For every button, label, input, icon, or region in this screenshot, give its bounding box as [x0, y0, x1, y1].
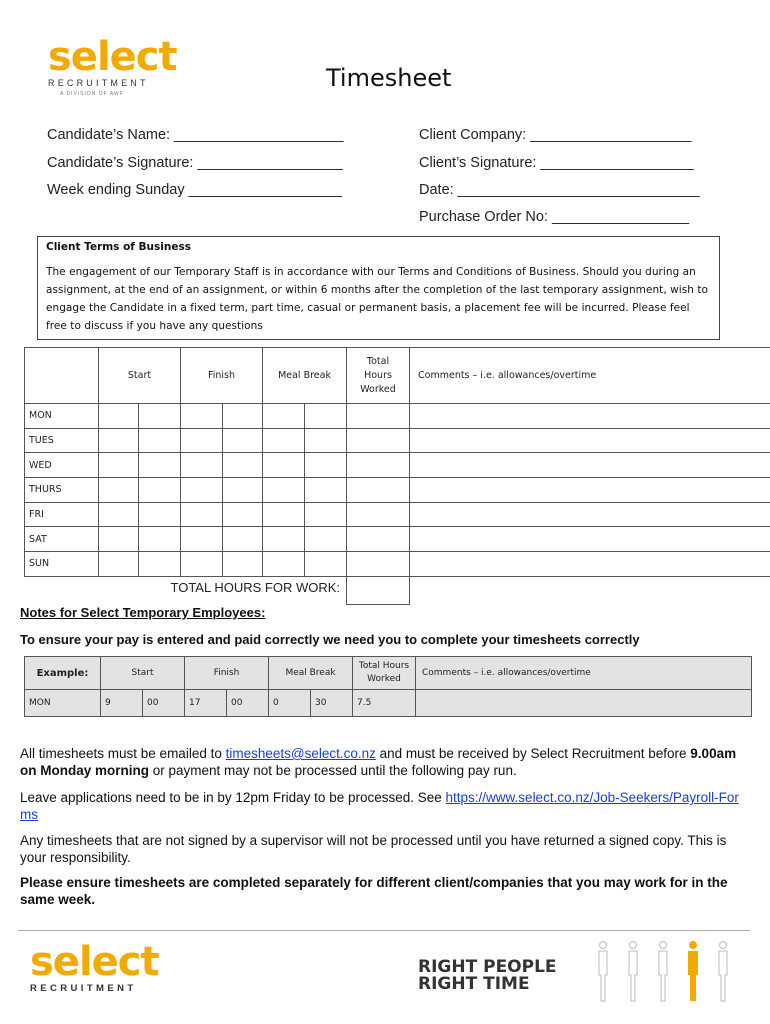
candidate-name-field[interactable]: Candidate’s Name: _____________________ [47, 127, 344, 143]
slogan-line: RIGHT PEOPLE [418, 957, 557, 977]
timesheet-table [24, 347, 770, 605]
finish-min-cell[interactable] [223, 453, 263, 478]
meal-hour-cell[interactable] [263, 502, 305, 527]
person-figure [659, 942, 667, 1002]
signature-instructions: Any timesheets that are not signed by a supervisor will not be processed until you have returned a signed copy. This is your responsibility. [20, 833, 727, 865]
finish-hour-cell[interactable] [181, 527, 223, 552]
meal-min-cell[interactable] [305, 552, 347, 577]
finish-min-cell[interactable] [223, 404, 263, 429]
client-signature-field[interactable]: Client’s Signature: ___________________ [419, 155, 694, 171]
start-hour-cell[interactable] [99, 428, 139, 453]
example-comments-header: Comments – i.e. allowances/overtime [416, 657, 752, 690]
week-ending-field[interactable]: Week ending Sunday ___________________ [47, 182, 342, 198]
start-hour-cell[interactable] [99, 502, 139, 527]
start-hour-cell[interactable] [99, 404, 139, 429]
start-min-cell[interactable] [139, 404, 181, 429]
candidate-signature-field[interactable]: Candidate’s Signature: __________________ [47, 155, 343, 171]
select-logo [48, 34, 178, 97]
finish-min-cell[interactable] [223, 552, 263, 577]
finish-hour-cell[interactable] [181, 453, 223, 478]
example-table [24, 656, 752, 717]
meal-hour-cell[interactable] [263, 527, 305, 552]
example-finish-header: Finish [185, 657, 269, 690]
total-hours-label: TOTAL HOURS FOR WORK: [170, 579, 341, 595]
people-figures-icon [593, 939, 743, 1005]
deadline-text: 9.00am on Monday morning [20, 746, 737, 778]
day-label: SUN [25, 552, 99, 577]
example-total-line: Worked [367, 674, 401, 684]
terms-body: The engagement of our Temporary Staff is in accordance with our Terms and Conditions of Business. Should you during an assignment, at the end of an assignment, or within 6 months after the completion of the last temporary assignment, wish to engage the Candidate in a fixed term, part time, casual or permanent basis, a placement fee will be incurred. Please feel free to discuss if you have any questions [46, 266, 708, 332]
para-text: Leave applications need to be in by 12pm Friday to be processed. See [20, 790, 446, 805]
example-total: 7.5 [353, 690, 416, 717]
meal-hour-cell[interactable] [263, 478, 305, 503]
person-figure [719, 942, 727, 1002]
finish-hour-cell[interactable] [181, 552, 223, 577]
day-label: FRI [25, 502, 99, 527]
payroll-forms-link[interactable]: https://www.select.co.nz/Job-Seekers/Payroll-Forms [20, 790, 739, 822]
example-finish-min: 00 [227, 690, 269, 717]
total-hours-cell[interactable] [347, 428, 410, 453]
finish-min-cell[interactable] [223, 428, 263, 453]
start-min-cell[interactable] [139, 552, 181, 577]
start-hour-cell[interactable] [99, 552, 139, 577]
total-hours-cell[interactable] [347, 478, 410, 503]
notes-subtitle: To ensure your pay is entered and paid correctly we need you to complete your timesheets correctly [20, 632, 640, 647]
example-start-header: Start [101, 657, 185, 690]
day-label: MON [25, 404, 99, 429]
meal-min-cell[interactable] [305, 527, 347, 552]
start-min-cell[interactable] [139, 478, 181, 503]
total-hours-cell[interactable] [347, 502, 410, 527]
example-day: MON [25, 690, 101, 717]
finish-min-cell[interactable] [223, 478, 263, 503]
finish-hour-cell[interactable] [181, 404, 223, 429]
example-total-line: Total Hours [358, 661, 410, 671]
date-field[interactable]: Date: ______________________________ [419, 182, 700, 198]
start-header: Start [99, 348, 181, 404]
separate-timesheets-note: Please ensure timesheets are completed separately for different client/companies that you may work for in the same week. [20, 875, 728, 907]
footer-logo [30, 939, 159, 994]
para-text: All timesheets must be emailed to [20, 746, 226, 761]
meal-min-cell[interactable] [305, 428, 347, 453]
finish-hour-cell[interactable] [181, 478, 223, 503]
day-label: SAT [25, 527, 99, 552]
total-header-line: Hours [364, 369, 392, 381]
start-min-cell[interactable] [139, 502, 181, 527]
example-meal-min: 30 [311, 690, 353, 717]
comments-cell[interactable] [410, 404, 770, 429]
logo-word: select [48, 34, 177, 80]
total-header-line: Worked [360, 383, 396, 395]
total-hours-cell[interactable] [347, 453, 410, 478]
meal-hour-cell[interactable] [263, 428, 305, 453]
comments-cell[interactable] [410, 502, 770, 527]
start-hour-cell[interactable] [99, 453, 139, 478]
comments-cell[interactable] [410, 552, 770, 577]
meal-hour-cell[interactable] [263, 453, 305, 478]
example-start-min: 00 [143, 690, 185, 717]
total-hours-cell[interactable] [347, 552, 410, 577]
email-instructions [20, 745, 740, 779]
total-hours-cell[interactable] [347, 527, 410, 552]
finish-hour-cell[interactable] [181, 428, 223, 453]
empty-cell [410, 576, 770, 604]
day-label: THURS [25, 478, 99, 503]
para-text: and must be received by Select Recruitment before [375, 746, 691, 761]
example-meal-header: Meal Break [269, 657, 353, 690]
slogan [418, 959, 557, 993]
example-finish-hour: 17 [185, 690, 227, 717]
meal-min-cell[interactable] [305, 502, 347, 527]
start-min-cell[interactable] [139, 527, 181, 552]
email-link[interactable]: timesheets@select.co.nz [225, 746, 376, 761]
highlighted-person-figure [688, 941, 698, 1001]
meal-min-cell[interactable] [305, 453, 347, 478]
example-meal-hour: 0 [269, 690, 311, 717]
finish-header: Finish [181, 348, 263, 404]
comments-header: Comments – i.e. allowances/overtime [410, 348, 770, 404]
start-hour-cell[interactable] [99, 527, 139, 552]
terms-title: Client Terms of Business [46, 241, 191, 253]
page-title: Timesheet [326, 64, 452, 92]
comments-cell[interactable] [410, 478, 770, 503]
meal-hour-cell[interactable] [263, 552, 305, 577]
finish-min-cell[interactable] [223, 502, 263, 527]
day-header-cell [25, 348, 99, 404]
person-figure [599, 942, 607, 1002]
example-comments [416, 690, 752, 717]
meal-min-cell[interactable] [305, 478, 347, 503]
total-hours-for-work-cell[interactable] [347, 576, 410, 604]
logo-subtitle: RECRUITMENT [48, 78, 149, 88]
para-text: or payment may not be processed until the following pay run. [149, 763, 517, 778]
total-header-line: Total [366, 355, 390, 367]
start-min-cell[interactable] [139, 428, 181, 453]
example-start-hour: 9 [101, 690, 143, 717]
start-min-cell[interactable] [139, 453, 181, 478]
start-hour-cell[interactable] [99, 478, 139, 503]
total-hours-header [347, 348, 410, 404]
logo-division: A DIVISION OF AWF [60, 91, 124, 97]
day-label: WED [25, 453, 99, 478]
client-terms-box [37, 236, 720, 340]
leave-instructions [20, 789, 740, 823]
comments-cell[interactable] [410, 527, 770, 552]
notes-title: Notes for Select Temporary Employees: [20, 605, 266, 620]
slogan-line: RIGHT TIME [418, 974, 530, 994]
day-label: TUES [25, 428, 99, 453]
comments-cell[interactable] [410, 453, 770, 478]
meal-break-header: Meal Break [263, 348, 347, 404]
footer-logo-word: select [30, 939, 159, 985]
footer-banner [18, 930, 750, 1010]
finish-min-cell[interactable] [223, 527, 263, 552]
example-label: Example: [25, 657, 101, 690]
total-hours-cell[interactable] [347, 404, 410, 429]
person-figure [629, 942, 637, 1002]
purchase-order-field[interactable]: Purchase Order No: _________________ [419, 209, 690, 225]
finish-hour-cell[interactable] [181, 502, 223, 527]
meal-min-cell[interactable] [305, 404, 347, 429]
meal-hour-cell[interactable] [263, 404, 305, 429]
footer-logo-subtitle: RECRUITMENT [30, 983, 137, 994]
example-total-header [353, 657, 416, 690]
comments-cell[interactable] [410, 428, 770, 453]
client-company-field[interactable]: Client Company: ____________________ [419, 127, 692, 143]
